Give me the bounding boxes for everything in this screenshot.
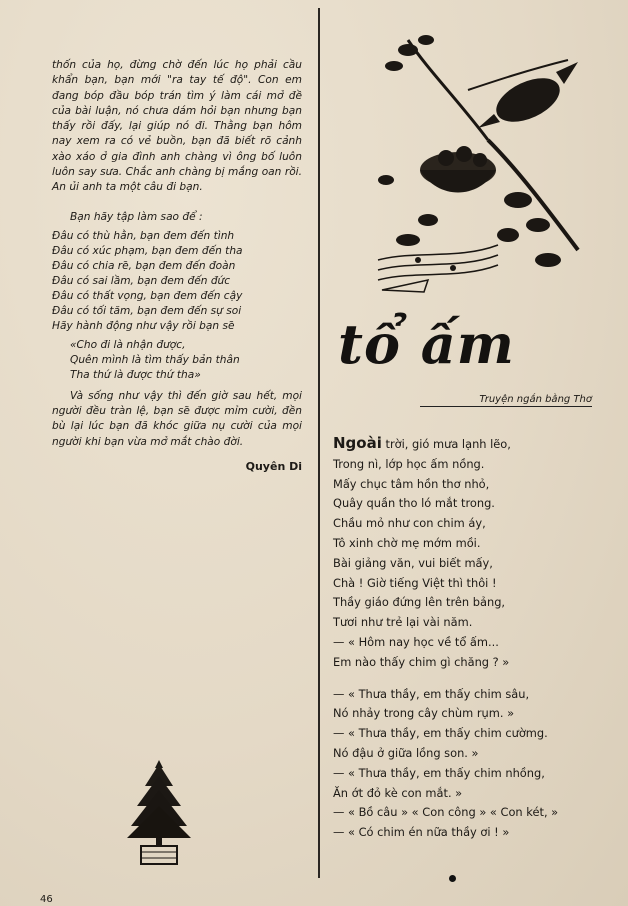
quote-block bbox=[52, 338, 302, 383]
stanza-two bbox=[333, 685, 613, 843]
page-number: 46 bbox=[40, 894, 53, 905]
quote-line: Tha thứ là được thứ tha» bbox=[70, 368, 201, 381]
verse-line: Đâu có xúc phạm, bạn đem đến tha bbox=[52, 244, 243, 257]
verse-line: Đâu có sai lầm, bạn đem đến đức bbox=[52, 274, 231, 287]
poem-line: — « Có chim én nữa thầy ơi ! » bbox=[333, 825, 510, 840]
poem-line: — « Thưa thầy, em thấy chim sâu, bbox=[333, 686, 530, 701]
poem-line: Nó nhảy trong cây chùm rụm. » bbox=[333, 706, 515, 721]
poem-line: Thầy giáo đứng lên trên bảng, bbox=[333, 595, 506, 610]
poem-line: Mấy chục tâm hồn thơ nhỏ, bbox=[333, 476, 490, 491]
closing-paragraph: Và sống như vậy thì đến giờ sau hết, mọi người đều tràn lệ, bạn sẽ được mỉm cười, đền bù lại lúc bạn đã khóc giữa nụ cười của mọi người khi bạn vừa mở mắt chào đời. bbox=[52, 389, 302, 448]
poem-line: Em nào thấy chim gì chăng ? » bbox=[333, 654, 510, 669]
story-title: tổ ấm bbox=[338, 312, 515, 376]
poem-line: Nó đậu ở giữa lồng son. » bbox=[333, 745, 479, 760]
poem-line: Tô xinh chờ mẹ mớm mồi. bbox=[333, 535, 481, 550]
poem-line: — « Hôm nay học về tổ ấm... bbox=[333, 634, 499, 649]
quote-line: «Cho đi là nhận được, bbox=[70, 338, 186, 351]
poem-line: — « Thưa thầy, em thấy chim nhồng, bbox=[333, 765, 545, 780]
verse-line: Đâu có thù hằn, bạn đem đến tình bbox=[52, 229, 235, 242]
christmas-tree-illustration bbox=[125, 758, 193, 868]
story-subtitle: Truyện ngắn bằng Thơ bbox=[420, 394, 592, 407]
quote-line: Quên mình là tìm thấy bản thân bbox=[70, 353, 240, 366]
poem-line: Chà ! Giờ tiếng Việt thì thôi ! bbox=[333, 575, 497, 590]
poem-line: — « Bồ câu » « Con công » « Con két, » bbox=[333, 805, 559, 820]
verse-line: Đâu có tối tăm, bạn đem đến sự soi bbox=[52, 304, 242, 317]
author-byline: Quyên Di bbox=[245, 459, 302, 473]
first-line-rest: trời, gió mưa lạnh lẽo, bbox=[381, 437, 511, 451]
poem-first-line bbox=[333, 434, 613, 455]
drop-cap-word: Ngoài bbox=[333, 434, 382, 452]
intro-paragraph: thốn của họ, đừng chờ đến lúc họ phải cầu khẩn bạn, bạn mới "ra tay tế độ". Con em đang bóp đầu bóp trán tìm ý làm cái mở đề của bài luận, nó chưa dám hỏi bạn nhưng bạn thấy rồi đấy, lại giúp nó đi. Thằng bạn hôm nay xem ra có vẻ buồn, bạn đã biết rõ cảnh xào xáo ở gia đình anh chàng vì ông bố luôn luôn say sưa. Chắc anh chàng bị mắng oan rồi. An ủi anh ta một câu đi bạn. bbox=[52, 59, 302, 194]
end-mark bbox=[449, 875, 456, 882]
poem-line: Bài giảng văn, vui biết mấy, bbox=[333, 555, 493, 570]
verse-line: Đâu có thất vọng, bạn đem đến cậy bbox=[52, 289, 243, 302]
poem-line: — « Thưa thầy, em thấy chim cườmg. bbox=[333, 726, 548, 741]
poem-line: Trong nì, lớp học ấm nồng. bbox=[333, 456, 485, 471]
poem-line: Tươi như trẻ lại vài năm. bbox=[333, 615, 473, 630]
poem-line: Chầu mỏ như con chim áy, bbox=[333, 516, 486, 531]
left-column bbox=[52, 58, 302, 484]
stanza-one bbox=[333, 455, 613, 673]
poem-body bbox=[333, 434, 613, 843]
prompt-line: Bạn hãy tập làm sao để : bbox=[70, 210, 203, 223]
poem-line: Ăn ớt đỏ kè con mắt. » bbox=[333, 785, 463, 800]
verse-line: Hãy hành động như vậy rồi bạn sẽ bbox=[52, 319, 235, 332]
verse-line: Đâu có chia rẽ, bạn đem đến đoàn bbox=[52, 259, 236, 272]
poem-line: Quây quần tho ló mắt trong. bbox=[333, 496, 495, 511]
verse-list bbox=[52, 229, 302, 334]
column-divider bbox=[318, 8, 320, 878]
bird-nest-illustration bbox=[368, 10, 598, 310]
